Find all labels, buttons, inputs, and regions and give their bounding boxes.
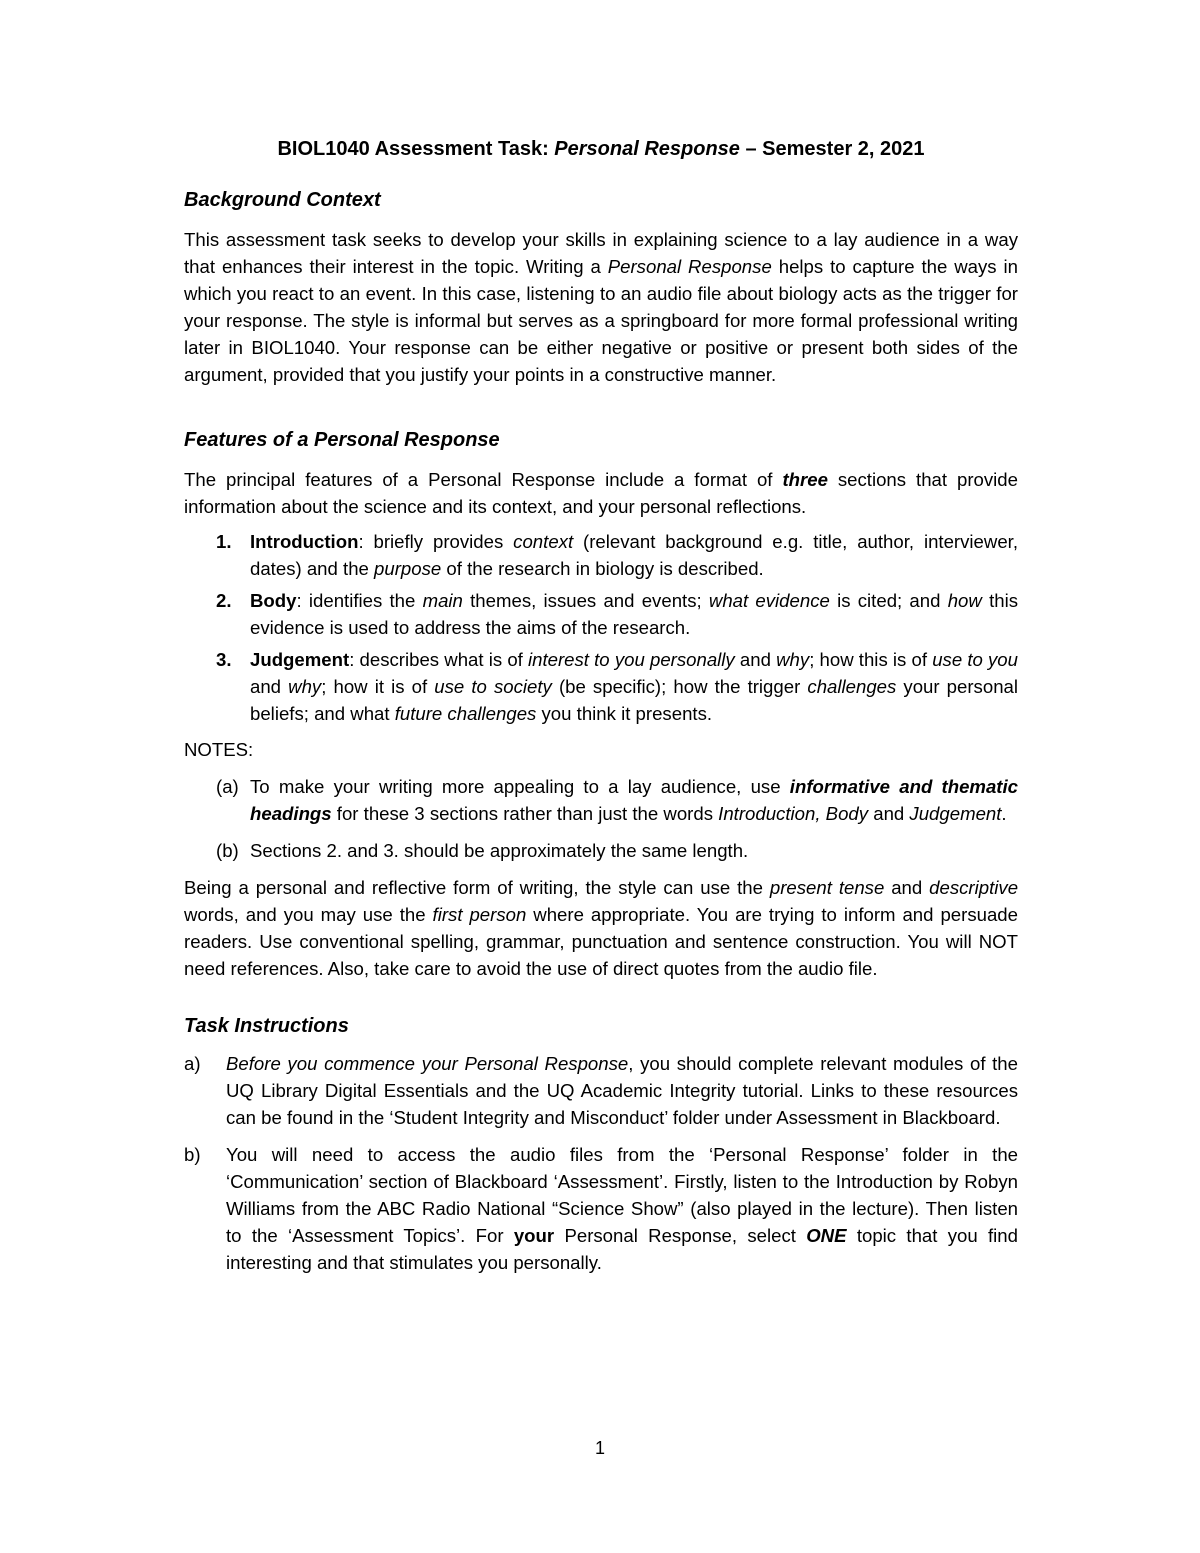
document-title: BIOL1040 Assessment Task: Personal Response – Semester 2, 2021 bbox=[277, 138, 925, 160]
task-heading: Task Instructions bbox=[184, 1015, 349, 1037]
document-page bbox=[184, 128, 1018, 1276]
task-list bbox=[184, 1050, 1018, 1276]
list-item: (a) To make your writing more appealing to a lay audience, use informative and thematic headings for these 3 sections rather than just the words Introduction, Body and Judgement. bbox=[216, 776, 1019, 824]
list-item: a) Before you commence your Personal Response, you should complete relevant modules of the UQ Library Digital Essentials and the UQ Academic Integrity tutorial. Links to these resources can be found in the ‘Student Integrity and Misconduct’ folder under Assessment in Blackboard. bbox=[184, 1053, 1018, 1128]
features-list bbox=[184, 528, 1018, 727]
features-intro: The principal features of a Personal Response include a format of three sections that provide information about the science and its context, and your personal reflections. bbox=[184, 469, 1018, 517]
list-item: 3. Judgement: describes what is of interest to you personally and why; how this is of use to you and why; how it is of use to society (be specific); how the trigger challenges your personal beliefs; and what future challenges you think it presents. bbox=[216, 649, 1019, 724]
list-item: b) You will need to access the audio files from the ‘Personal Response’ folder in the ‘Communication’ section of Blackboard ‘Assessment’. Firstly, listen to the Introduction by Robyn Williams from the ABC Radio National “Science Show” (also played in the lecture). Then listen to the ‘Assessment Topics’. For your Personal Response, select ONE topic that you find interesting and that stimulates you personally. bbox=[184, 1144, 1018, 1273]
notes-list bbox=[184, 773, 1018, 864]
page-number: 1 bbox=[594, 1438, 605, 1458]
style-paragraph: Being a personal and reflective form of writing, the style can use the present tense and descriptive words, and you may use the first person where appropriate. You are trying to inform and persuade readers. Use conventional spelling, grammar, punctuation and sentence construction. You will NOT need references. Also, take care to avoid the use of direct quotes from the audio file. bbox=[184, 877, 1019, 979]
list-item: (b) Sections 2. and 3. should be approximately the same length. bbox=[216, 840, 749, 861]
list-item: 2. Body: identifies the main themes, issues and events; what evidence is cited; and how this evidence is used to address the aims of the research. bbox=[216, 590, 1018, 638]
list-item: 1. Introduction: briefly provides context (relevant background e.g. title, author, interviewer, dates) and the purpose of the research in biology is described. bbox=[216, 531, 1018, 579]
background-heading: Background Context bbox=[184, 189, 381, 211]
background-paragraph: This assessment task seeks to develop your skills in explaining science to a lay audience in a way that enhances their interest in the topic. Writing a Personal Response helps to capture the ways in which you react to an event. In this case, listening to an audio file about biology acts as the trigger for your response. The style is informal but serves as a springboard for more formal professional writing later in BIOL1040. Your response can be either negative or positive or present both sides of the argument, provided that you justify your points in a constructive manner. bbox=[184, 229, 1019, 385]
features-heading: Features of a Personal Response bbox=[184, 429, 500, 451]
notes-label: NOTES: bbox=[184, 739, 254, 760]
